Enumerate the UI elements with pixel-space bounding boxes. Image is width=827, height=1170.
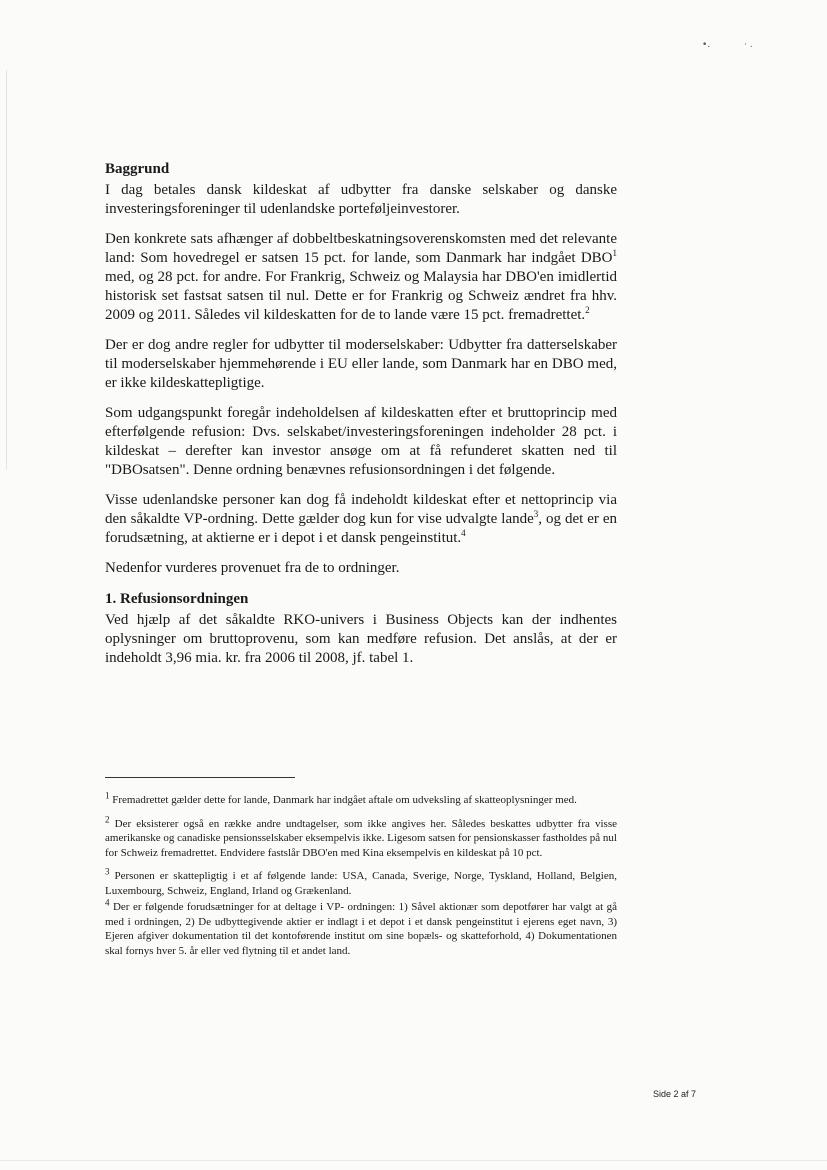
paragraph-5-text-a: Visse udenlandske personer kan dog få indeholdt kildeskat efter et nettoprincip via den såkaldte VP-ordning. Dette gælder dog kun for vise udvalgte lande (105, 492, 617, 527)
footnote-ref-2: 2 (585, 305, 590, 315)
footnote-number: 2 (105, 813, 110, 824)
page-number: Side 2 af 7 (652, 1089, 696, 1099)
paragraph-3-text: Der er dog andre regler for udbytter til moderselskaber: Udbytter fra datterselskaber til moderselskaber hjemmehørende i EU eller lande, som Danmark har en DBO med, er ikke kildeskattepligtige. (105, 337, 617, 391)
footnote-ref-4: 4 (461, 528, 466, 538)
scan-speck: · . (744, 40, 753, 50)
paragraph-1 (105, 181, 617, 219)
footnote-text: Fremadrettet gælder dette for lande, Danmark har indgået aftale om udveksling af skatteoplysninger med. (112, 794, 577, 806)
scan-margin-line (6, 70, 7, 470)
footnote-number: 3 (105, 866, 110, 877)
paragraph-5 (105, 491, 617, 548)
paragraph-4 (105, 404, 617, 480)
paragraph-1-text: I dag betales dansk kildeskat af udbytter fra danske selskaber og danske investeringsforeninger til udenlandske porteføljeinvestorer. (105, 182, 617, 217)
paragraph-2-text-a: Den konkrete sats afhænger af dobbeltbeskatningsoverenskomsten med det relevante land: Som hovedregel er satsen 15 pct. for lande, som Danmark har indgået DBO (105, 231, 617, 266)
footnote-ref-3: 3 (533, 509, 539, 519)
footnote-text: Personen er skattepligtig i et af følgende lande: USA, Canada, Sverige, Norge, Tyskland, Holland, Belgien, Luxembourg, Schweiz, England, Irland og Grækenland. (105, 870, 618, 897)
footnote-number: 4 (105, 897, 110, 908)
heading-background: Baggrund (105, 161, 170, 177)
footnote-ref-1: 1 (612, 248, 617, 258)
scan-speck: •. (702, 40, 711, 50)
section-1-paragraph (105, 611, 617, 668)
footnote-2 (105, 813, 618, 861)
footnotes (105, 790, 618, 967)
footnote-divider (105, 777, 295, 778)
paragraph-2-text-b: med, og 28 pct. for andre. For Frankrig, Schweiz og Malaysia har DBO'en imidlertid historisk set fastsat satsen til nul. Dette er for Frankrig og Schweiz ændret fra hhv. 2009 og 2011. Således vil kildeskatten for de to lande være 15 pct. fremadrettet. (105, 269, 617, 323)
footnote-text: Der eksisterer også en række andre undtagelser, som ikke angives her. Således beskattes udbytter fra visse amerikanske og canadiske pensionsselskaber eksempelvis ikke. Ligesom satsen for pensionskasser fastholdes på nul for Schweiz fremadrettet. Endvidere fastslår DBO'en med Kina eksempelvis en kildeskat på 10 pct. (105, 817, 618, 859)
footnote-1 (105, 790, 617, 808)
paragraph-3 (105, 336, 617, 393)
paragraph-6-text: Nedenfor vurderes provenuet fra de to ordninger. (105, 560, 400, 576)
main-content (105, 160, 617, 679)
paragraph-2 (105, 230, 617, 325)
footnote-text: Der er følgende forudsætninger for at deltage i VP- ordningen: 1) Såvel aktionær som depotfører har valgt at gå med i ordningen, 2) De udbyttegivende aktier er indlagt i et depot i et dansk pengeinstitut i ejerens eget navn, 3) Ejeren afgiver dokumentation til det kontoførende institut om sine bopæls- og skatteforhold, 4) Dokumentationen skal fornys hver 5. år eller ved flytning til et andet land. (105, 901, 617, 957)
paragraph-6 (105, 559, 617, 578)
heading-section-1: 1. Refusionsordningen (105, 591, 249, 607)
scan-bottom-line (0, 1160, 827, 1161)
footnote-3 (105, 866, 618, 898)
paragraph-5-text-b: , og det er en forudsætning, at aktierne er i depot i et dansk pengeinstitut. (105, 511, 617, 546)
footnote-number: 1 (105, 790, 110, 801)
footnote-4 (105, 897, 617, 958)
paragraph-4-text: Som udgangspunkt foregår indeholdelsen af kildeskatten efter et bruttoprincip med efterfølgende refusion: Dvs. selskabet/investeringsforeningen indeholder 28 pct. i kildeskat – derefter kan investor ansøge om at få refunderet skatten ned til "DBOsatsen". Denne ordning benævnes refusionsordningen i det følgende. (105, 405, 617, 478)
section-1-paragraph-text: Ved hjælp af det såkaldte RKO-univers i Business Objects kan der indhentes oplysninger om bruttoprovenu, som kan medføre refusion. Det anslås, at der er indeholdt 3,96 mia. kr. fra 2006 til 2008, jf. tabel 1. (105, 612, 617, 666)
